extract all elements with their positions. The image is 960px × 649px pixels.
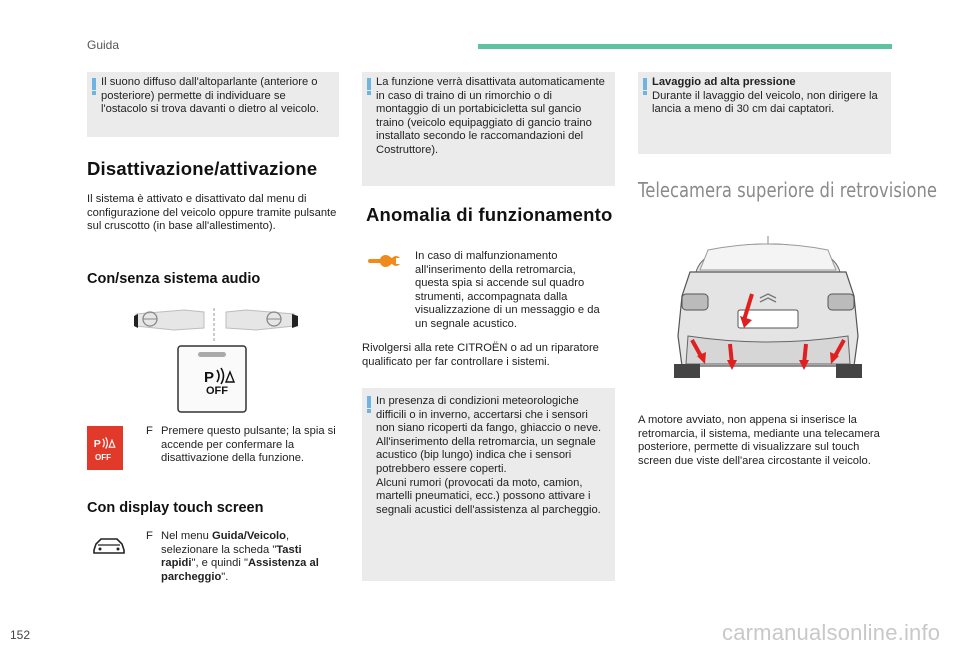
info-box-speaker bbox=[87, 72, 339, 137]
info-text: La funzione verrà disattivata automaticamente in caso di traino di un rimorchio o di montaggio di un portabicicletta sul gancio traino (veicolo equipaggiato di gancio traino installato secondo le raccomandazioni del Costruttore). bbox=[376, 76, 605, 156]
steering-wheel-left-icon bbox=[134, 310, 204, 330]
instruction-touchscreen-text: Nel menu Guida/Veicolo, selezionare la scheda "Tasti rapidi", e quindi "Assistenza al parcheggio". bbox=[161, 530, 319, 583]
info-text: In presenza di condizioni meteorologiche difficili o in inverno, accertarsi che i sensori non siano ricoperti da fango, ghiaccio o neve. All'inserimento della retromarcia, un segnale acustico (bip lungo) indica che i sensori potrebbero essere coperti. Alcuni rumori (provocati da moto, camion, martelli pneumatici, ecc.) possono attivare i segnali acustici dell'assistenza al parcheggio. bbox=[376, 395, 602, 516]
info-icon bbox=[367, 78, 371, 90]
wrench-warning-icon bbox=[368, 254, 402, 268]
svg-text:P: P bbox=[93, 438, 101, 450]
bullet-marker: F bbox=[146, 425, 153, 437]
section-accent-bar bbox=[478, 44, 892, 49]
bullet-marker: F bbox=[146, 530, 153, 542]
car-rear-illustration bbox=[668, 236, 868, 386]
info-icon bbox=[92, 78, 96, 90]
info-title: Lavaggio ad alta pressione bbox=[652, 76, 796, 88]
info-icon bbox=[643, 78, 647, 90]
para-telecamera: A motore avviato, non appena si inserisce la retromarcia, il sistema, mediante una telecamera posteriore, permette di visualizzare sul touch screen due viste dell'area circostante il veicolo. bbox=[638, 414, 880, 467]
off-indicator-icon bbox=[87, 426, 123, 470]
park-assist-sensor-icon-small bbox=[93, 436, 117, 450]
anomalia-text: In caso di malfunzionamento all'inserimento della retromarcia, questa spia si accende sul quadro strumenti, accompagnata dalla visualizzazione di un messaggio e da un segnale acustico. bbox=[415, 250, 600, 330]
park-assist-sensor-icon bbox=[204, 366, 236, 386]
para-disattivazione: Il sistema è attivato e disattivato dal menu di configurazione del veicolo oppure tramite pulsante sul cruscotto (in base all'allestimento). bbox=[87, 193, 337, 233]
section-label: Guida bbox=[87, 38, 120, 52]
off-indicator-label: OFF bbox=[95, 453, 111, 462]
instruction-text: Premere questo pulsante; la spia si accende per confermare la disattivazione della funzione. bbox=[161, 425, 336, 465]
button-off-label: OFF bbox=[206, 385, 228, 397]
instruction-touchscreen bbox=[146, 530, 338, 584]
info-text: Il suono diffuso dall'altoparlante (anteriore o posteriore) permette di individuare se l'ostacolo si trova davanti o dietro al veicolo. bbox=[101, 76, 319, 116]
watermark: carmanualsonline.info bbox=[722, 620, 941, 645]
heading-touchscreen: Con display touch screen bbox=[87, 500, 264, 516]
steering-wheel-right-icon bbox=[226, 310, 298, 330]
heading-anomalia: Anomalia di funzionamento bbox=[366, 204, 613, 225]
svg-text:P: P bbox=[204, 369, 215, 386]
info-box-traino bbox=[362, 72, 615, 186]
park-assist-off-button[interactable] bbox=[200, 366, 240, 398]
info-box-weather bbox=[362, 388, 615, 581]
car-menu-icon bbox=[92, 536, 126, 556]
page-number: 152 bbox=[10, 628, 31, 642]
info-box-lavaggio bbox=[638, 72, 891, 154]
para-rivolgersi: Rivolgersi alla rete CITROËN o ad un riparatore qualificato per far controllare i sistemi. bbox=[362, 342, 599, 368]
instruction-press-button bbox=[146, 425, 336, 466]
heading-telecamera: Telecamera superiore di retrovisione bbox=[638, 178, 937, 202]
info-icon bbox=[367, 396, 371, 408]
heading-audio: Con/senza sistema audio bbox=[87, 271, 261, 287]
info-text bbox=[652, 76, 883, 117]
heading-disattivazione: Disattivazione/attivazione bbox=[87, 158, 318, 179]
info-body: Durante il lavaggio del veicolo, non dirigere la lancia a meno di 30 cm dai captatori. bbox=[652, 89, 878, 116]
